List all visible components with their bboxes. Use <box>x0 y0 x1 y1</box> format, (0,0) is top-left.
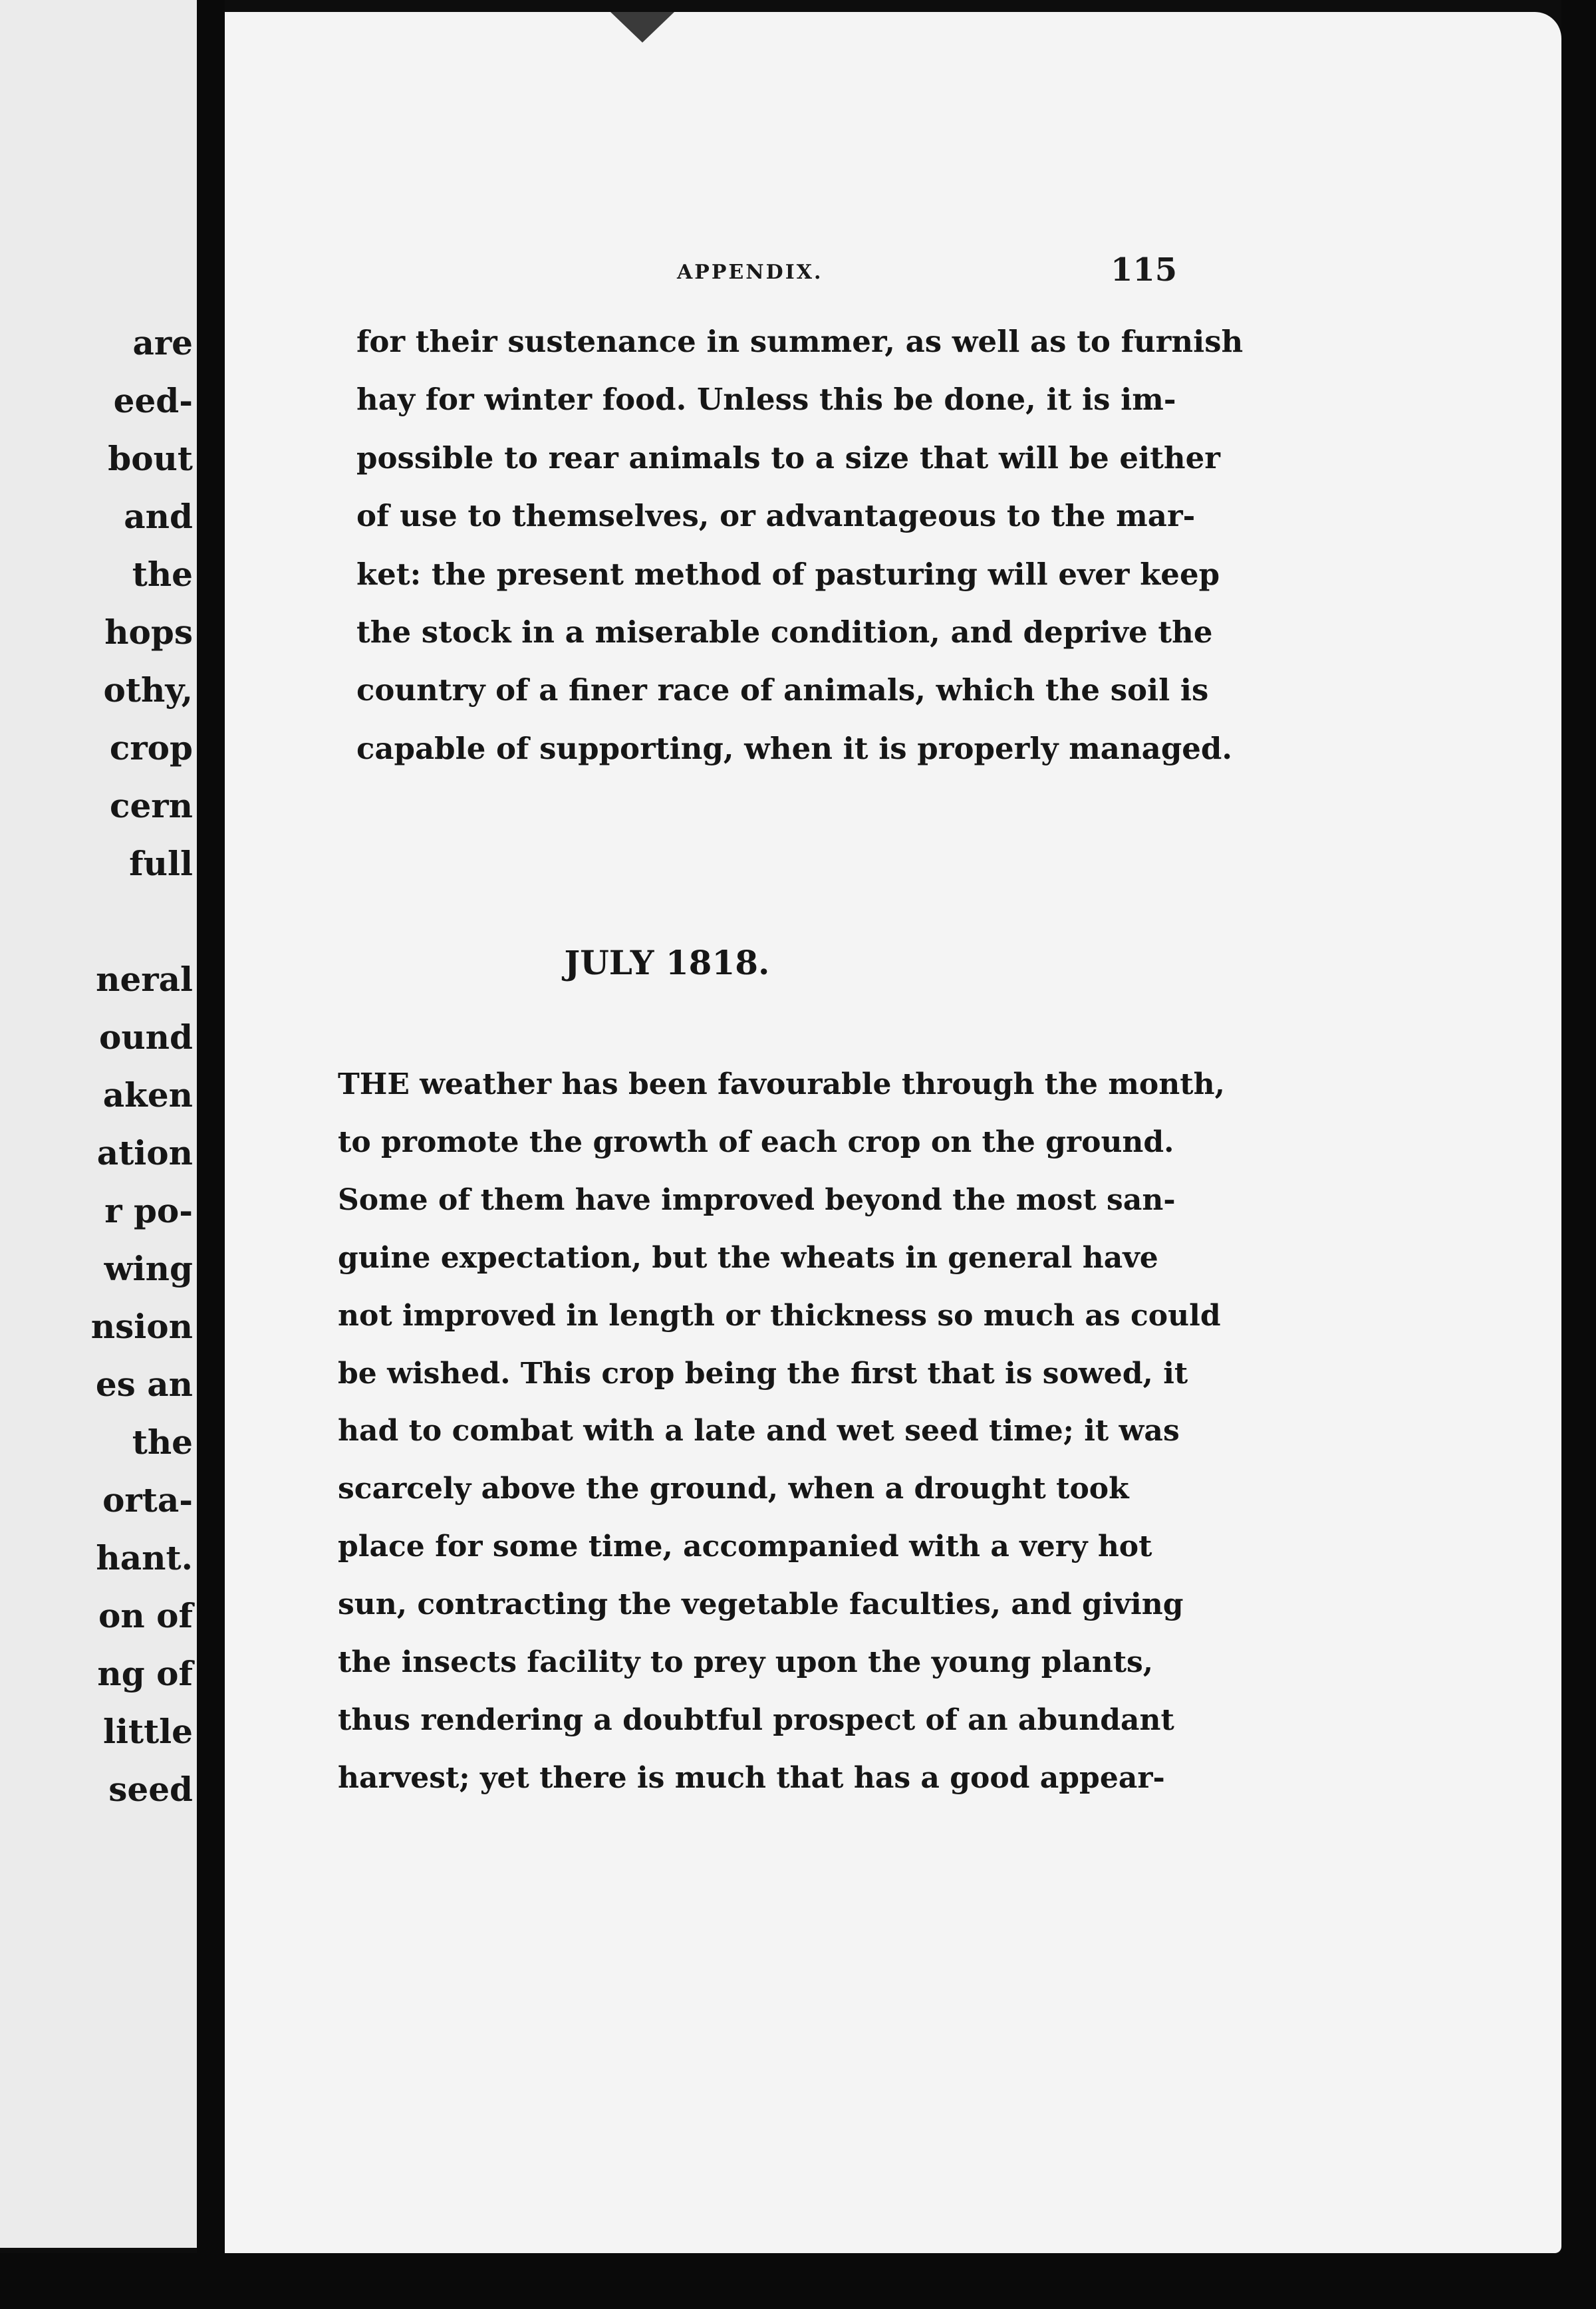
page-edge-shadow <box>1561 0 1596 2309</box>
left-line-fragment: on of <box>98 1596 193 1635</box>
text-line: capable of supporting, when it is properly managed. <box>356 730 1233 766</box>
right-page <box>225 12 1561 2253</box>
left-line-fragment: hops <box>104 612 193 652</box>
running-head <box>225 251 1178 298</box>
text-line: Some of them have improved beyond the most san- <box>338 1182 1176 1217</box>
section-heading: JULY 1818. <box>564 943 770 982</box>
left-line-blank <box>91 892 193 950</box>
text-line: the insects facility to prey upon the young plants, <box>338 1645 1154 1680</box>
text-line: place for some time, accompanied with a very hot <box>338 1530 1152 1564</box>
text-line: country of a finer race of animals, which the soil is <box>356 672 1209 708</box>
left-line-fragment: seed <box>108 1770 193 1809</box>
left-line-fragment: orta- <box>102 1480 193 1520</box>
text-line: thus rendering a doubtful prospect of an abundant <box>338 1702 1174 1737</box>
book-gutter <box>197 0 225 2309</box>
left-line-fragment: the <box>132 555 193 594</box>
left-line-fragment: and <box>124 497 193 536</box>
running-head-title: APPENDIX. <box>677 261 823 284</box>
left-page-fragment <box>0 0 197 2248</box>
left-line-fragment: aken <box>102 1075 193 1115</box>
left-line-fragment: the <box>132 1423 193 1462</box>
text-line: sun, contracting the vegetable faculties, and giving <box>338 1587 1184 1622</box>
left-line-fragment: bout <box>108 439 193 478</box>
left-line-fragment: are <box>132 323 193 362</box>
left-line-fragment: neral <box>96 960 193 999</box>
left-page-text-column <box>91 314 193 1818</box>
bottom-edge-shadow <box>0 2253 1596 2309</box>
left-line-fragment: eed- <box>113 381 193 420</box>
left-line-fragment: hant. <box>96 1538 193 1577</box>
page-number: 115 <box>1111 251 1178 289</box>
text-line: the stock in a miserable condition, and deprive the <box>356 614 1213 650</box>
paragraph-july <box>338 1056 1225 1808</box>
text-line: guine expectation, but the wheats in general have <box>338 1240 1158 1275</box>
left-line-fragment: ation <box>96 1133 193 1172</box>
left-line-fragment: othy, <box>103 670 193 710</box>
text-line: not improved in length or thickness so much as could <box>338 1298 1221 1333</box>
left-line-fragment: r po- <box>104 1191 193 1230</box>
left-line-fragment: es an <box>95 1365 193 1404</box>
left-line-fragment: nsion <box>90 1307 193 1346</box>
left-line-fragment: ound <box>98 1018 193 1057</box>
left-line-fragment: ng of <box>97 1654 193 1693</box>
text-line: be wished. This crop being the first that is sowed, it <box>338 1356 1188 1391</box>
left-line-fragment: wing <box>104 1249 193 1288</box>
text-line: scarcely above the ground, when a drought took <box>338 1472 1129 1506</box>
left-line-fragment: full <box>129 844 193 883</box>
text-line: possible to rear animals to a size that will be either <box>356 440 1220 475</box>
paragraph-continued <box>356 313 1244 777</box>
binding-notch <box>610 12 674 43</box>
left-line-fragment: little <box>103 1712 193 1751</box>
text-line: to promote the growth of each crop on the ground. <box>338 1125 1174 1159</box>
text-line: hay for winter food. Unless this be done, it is im- <box>356 382 1176 418</box>
left-line-fragment: cern <box>110 786 193 825</box>
text-line: for their sustenance in summer, as well as to furnish <box>356 324 1244 359</box>
left-line-fragment: crop <box>109 728 193 767</box>
text-line: ket: the present method of pasturing will ever keep <box>356 556 1220 592</box>
text-line: had to combat with a late and wet seed time; it was <box>338 1414 1180 1448</box>
text-line: harvest; yet there is much that has a good appear- <box>338 1760 1165 1795</box>
text-line: THE weather has been favourable through the month, <box>338 1067 1225 1101</box>
text-line: of use to themselves, or advantageous to the mar- <box>356 498 1196 534</box>
